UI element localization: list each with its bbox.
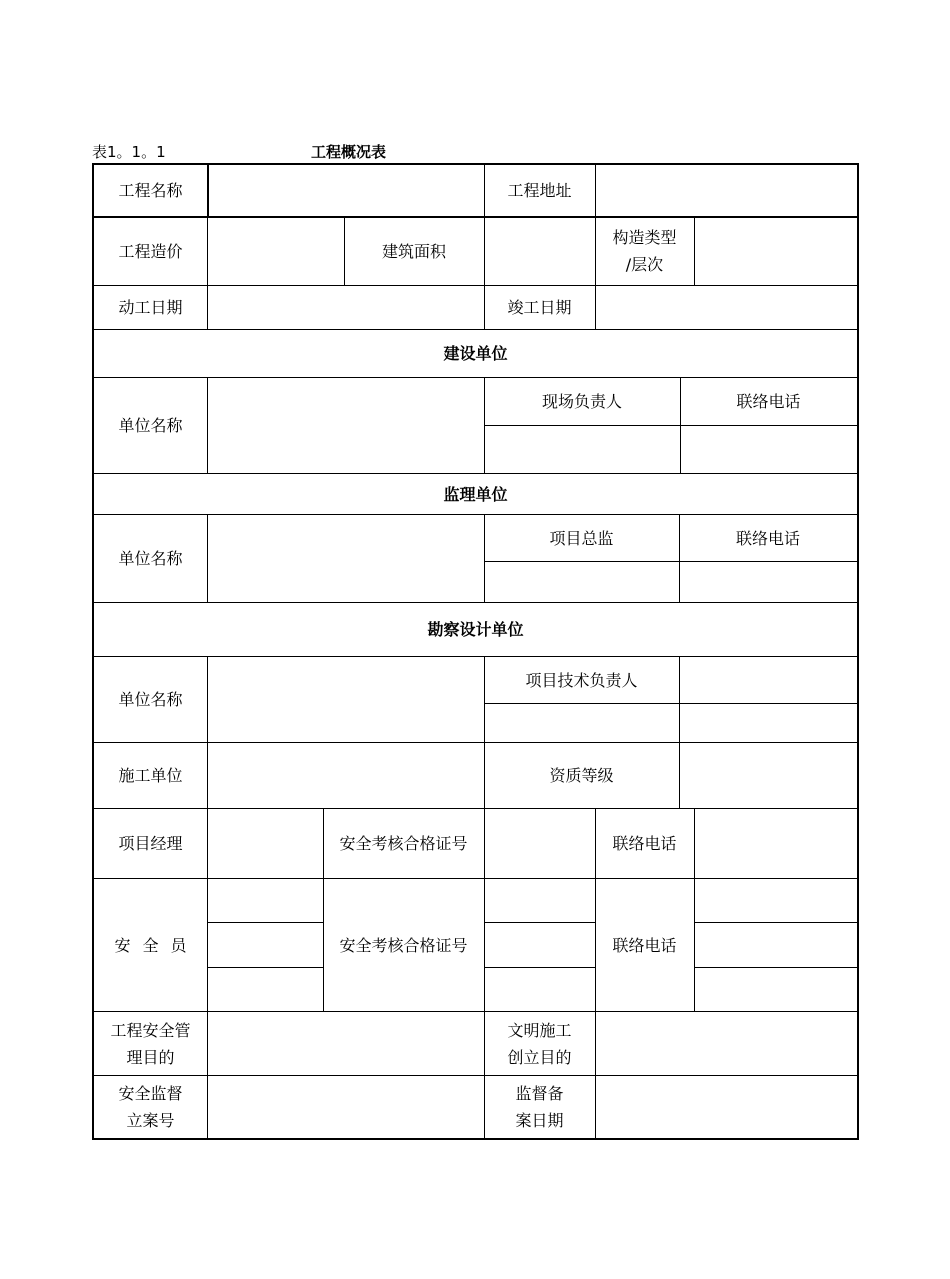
table-title: 工程概况表 — [311, 143, 387, 161]
row-divider — [208, 967, 323, 968]
col-divider — [595, 1011, 596, 1138]
label-contact-phone: 联络电话 — [612, 935, 677, 955]
row-divider — [484, 561, 857, 562]
col-divider — [207, 377, 208, 473]
col-divider — [484, 808, 485, 1011]
label-start-date: 动工日期 — [118, 298, 183, 317]
label-structure-type: 构造类型 /层次 — [612, 228, 677, 274]
label-tech-lead: 项目技术负责人 — [525, 670, 638, 690]
col-divider — [694, 216, 695, 285]
col-divider — [207, 514, 208, 602]
row-divider — [694, 967, 857, 968]
label-project-address: 工程地址 — [507, 181, 572, 200]
col-divider — [207, 216, 208, 329]
label-safety-supervision-no: 安全监督 立案号 — [118, 1084, 183, 1130]
table-number: 表1。1。1 — [92, 143, 166, 161]
label-safety-cert-no: 安全考核合格证号 — [339, 834, 468, 853]
label-contact-phone: 联络电话 — [735, 528, 800, 548]
label-contact-phone: 联络电话 — [612, 834, 677, 853]
label-contact-phone: 联络电话 — [736, 392, 801, 411]
row-divider — [94, 656, 857, 657]
label-project-manager: 项目经理 — [118, 834, 183, 853]
label-project-name: 工程名称 — [118, 181, 183, 200]
label-chief-supervisor: 项目总监 — [549, 528, 614, 548]
col-divider — [694, 808, 695, 1011]
row-divider — [94, 285, 857, 286]
row-divider — [484, 703, 857, 704]
table-caption — [92, 142, 859, 162]
label-qualification-level: 资质等级 — [549, 766, 614, 785]
label-safety-goal: 工程安全管 理目的 — [110, 1020, 191, 1067]
col-divider — [207, 165, 209, 216]
label-supervision-record-date: 监督备 案日期 — [515, 1084, 564, 1130]
row-divider — [208, 922, 323, 923]
col-divider — [207, 808, 208, 1011]
row-divider — [484, 922, 595, 923]
label-completion-date: 竣工日期 — [507, 298, 572, 317]
row-divider — [94, 742, 857, 743]
label-contractor-unit: 施工单位 — [118, 766, 183, 785]
label-unit-name: 单位名称 — [118, 690, 183, 709]
label-site-manager: 现场负责人 — [541, 392, 622, 411]
label-building-area: 建筑面积 — [381, 241, 446, 261]
row-divider — [694, 922, 857, 923]
row-divider — [94, 1011, 857, 1012]
section-construction-unit: 建设单位 — [443, 344, 508, 363]
label-unit-name: 单位名称 — [118, 416, 183, 435]
row-divider — [484, 425, 857, 426]
col-divider — [207, 656, 208, 808]
label-project-cost: 工程造价 — [118, 241, 183, 261]
project-overview-table — [92, 163, 859, 1140]
section-survey-design-unit: 勘察设计单位 — [427, 620, 524, 639]
row-divider — [94, 1075, 857, 1076]
label-safety-officer: 安全员 — [114, 935, 199, 955]
label-safety-cert-no: 安全考核合格证号 — [339, 935, 468, 955]
col-divider — [207, 1011, 208, 1138]
section-supervision-unit: 监理单位 — [443, 484, 508, 504]
label-civilized-goal: 文明施工 创立目的 — [507, 1020, 572, 1067]
row-divider — [484, 967, 595, 968]
col-divider — [679, 656, 680, 808]
label-unit-name: 单位名称 — [118, 549, 183, 568]
